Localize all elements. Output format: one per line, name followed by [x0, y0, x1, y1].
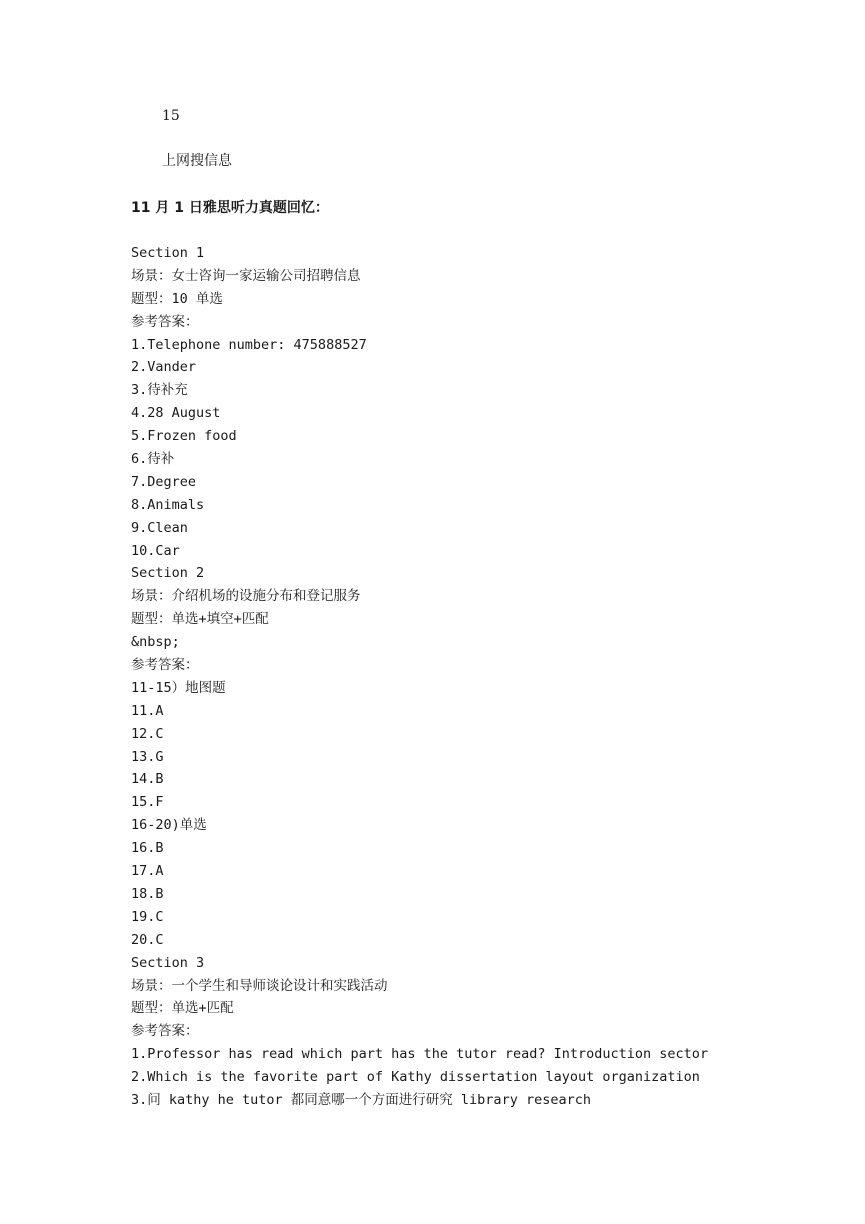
content-line: 1.Telephone number: 475888527 [131, 336, 367, 353]
content-line: &nbsp; [131, 634, 180, 651]
content-line: 场景：女士咨询一家运输公司招聘信息 [131, 267, 361, 284]
content-line: 15.F [131, 794, 164, 811]
content-line: 2.Which is the favorite part of Kathy dissertation layout organization [131, 1069, 700, 1086]
content-line: 12.C [131, 725, 164, 742]
content-line: 题型：单选+填空+匹配 [131, 611, 269, 628]
content-line: 13.G [131, 748, 164, 765]
content-line: 5.Frozen food [131, 428, 237, 445]
content-line: 参考答案： [131, 1023, 199, 1040]
content-line: 题型：10 单选 [131, 290, 223, 307]
content-line: 14.B [131, 771, 164, 788]
content-line: 18.B [131, 885, 164, 902]
content-line: 6.待补 [131, 451, 175, 468]
content-line: 场景：一个学生和导师谈论设计和实践活动 [131, 977, 388, 994]
content-line: Section 1 [131, 245, 205, 261]
search-note: 上网搜信息 [162, 153, 232, 169]
content-line: 参考答案： [131, 657, 199, 674]
document-heading: 11 月 1 日雅思听力真题回忆： [131, 200, 329, 216]
content-line: 8.Animals [131, 496, 205, 513]
content-line: 16.B [131, 840, 164, 857]
content-line: 9.Clean [131, 519, 188, 536]
content-line: Section 2 [131, 565, 205, 582]
content-line: 7.Degree [131, 473, 197, 490]
content-line: 11-15）地图题 [131, 679, 226, 696]
content-line: 10.Car [131, 542, 180, 559]
content-line: 17.A [131, 863, 164, 880]
content-line: 20.C [131, 931, 164, 948]
content-line: Section 3 [131, 954, 205, 971]
content-line: 3.问 kathy he tutor 都同意哪一个方面进行研究 library research [131, 1091, 591, 1108]
page-number: 15 [162, 108, 180, 124]
content-line: 16-20)单选 [131, 817, 207, 834]
content-line: 场景：介绍机场的设施分布和登记服务 [131, 588, 361, 605]
content-line: 参考答案： [131, 313, 199, 330]
answer-list [131, 242, 831, 1112]
content-line: 4.28 August [131, 405, 221, 422]
content-line: 19.C [131, 908, 164, 925]
content-line: 2.Vander [131, 359, 197, 376]
content-line: 3.待补充 [131, 382, 188, 399]
content-line: 11.A [131, 702, 164, 719]
content-line: 题型：单选+匹配 [131, 1000, 234, 1017]
content-line: 1.Professor has read which part has the tutor read? Introduction sector [131, 1046, 709, 1063]
